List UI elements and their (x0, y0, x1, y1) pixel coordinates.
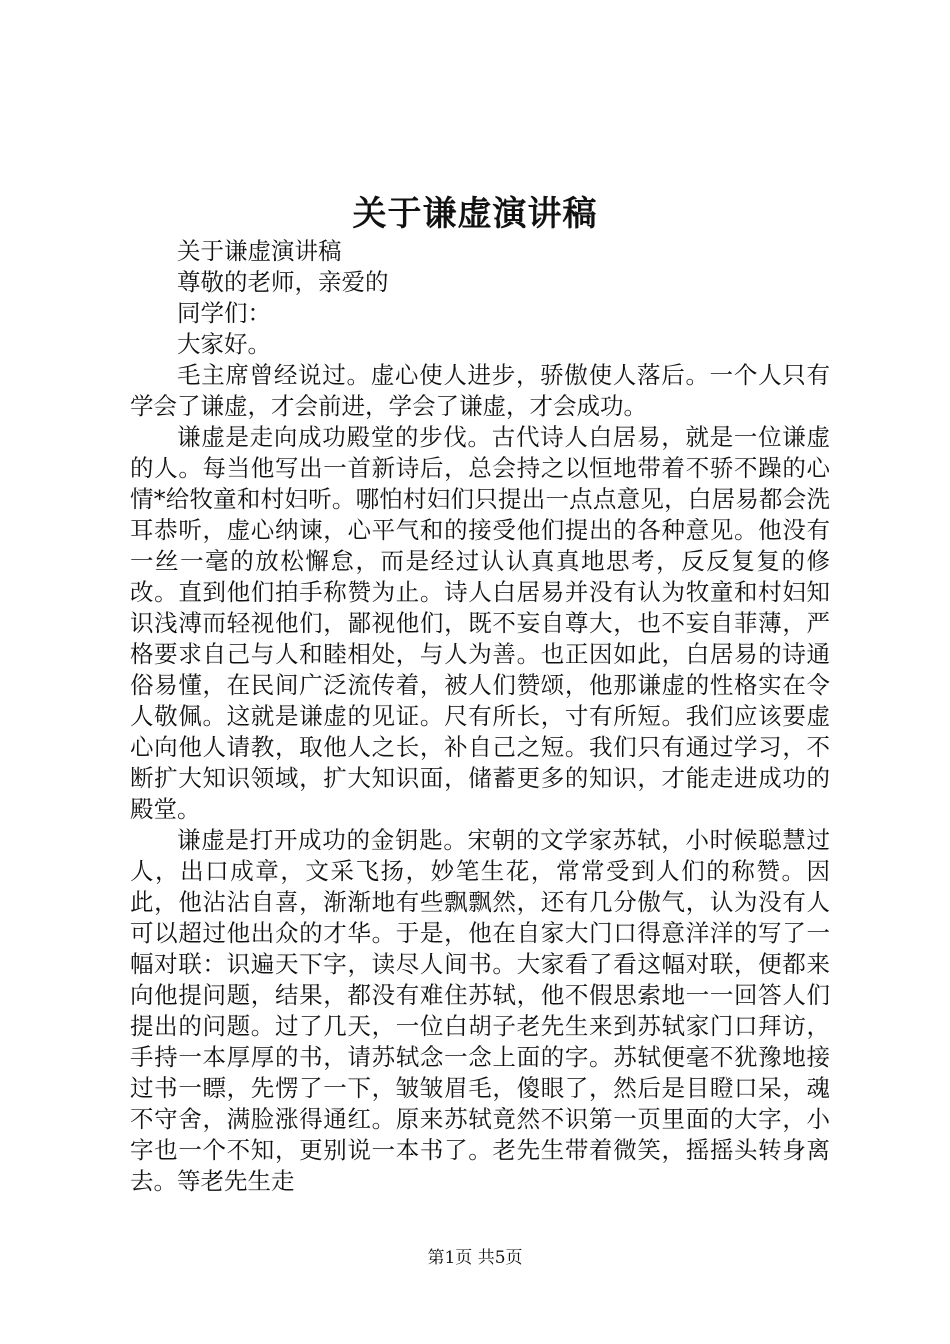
page-footer (0, 1243, 950, 1268)
paragraph: 大家好。 (177, 330, 271, 358)
paragraph: 谦虚是走向成功殿堂的步伐。古代诗人白居易，就是一位谦虚的人。每当他写出一首新诗后，总会持之以恒地带着不骄不躁的心情*给牧童和村妇听。哪怕村妇们只提出一点点意见，白居易都会洗耳恭听，虚心纳谏，心平气和的接受他们提出的各种意见。他没有一丝一毫的放松懈怠，而是经过认认真真地思考，反反复复的修改。直到他们拍手称赞为止。诗人白居易并没有认为牧童和村妇知识浅溥而轻视他们，鄙视他们，既不妄自尊大，也不妄自菲薄，严格要求自己与人和睦相处，与人为善。也正因如此，白居易的诗通俗易懂，在民间广泛流传着，被人们赞颂，他那谦虚的性格实在令人敬佩。这就是谦虚的见证。尺有所长，寸有所短。我们应该要虚心向他人请教，取他人之长，补自己之短。我们只有通过学习，不断扩大知识领域，扩大知识面，储蓄更多的知识，才能走进成功的殿堂。 (130, 423, 830, 823)
paragraph: 毛主席曾经说过。虚心使人进步，骄傲使人落后。一个人只有学会了谦虚，才会前进，学会了谦虚，才会成功。 (130, 361, 830, 420)
paragraph: 尊敬的老师，亲爱的 (177, 268, 389, 296)
paragraph: 谦虚是打开成功的金钥匙。宋朝的文学家苏轼，小时候聪慧过人，出口成章，文采飞扬，妙笔生花，常常受到人们的称赞。因此，他沾沾自喜，渐渐地有些飘飘然，还有几分傲气，认为没有人可以超过他出众的才华。于是，他在自家大门口得意洋洋的写了一幅对联：识遍天下字，读尽人间书。大家看了看这幅对联，便都来向他提问题，结果，都没有难住苏轼，他不假思索地一一回答人们提出的问题。过了几天，一位白胡子老先生来到苏轼家门口拜访，手持一本厚厚的书，请苏轼念一念上面的字。苏轼便毫不犹豫地接过书一瞟，先愣了一下，皱皱眉毛，傻眼了，然后是目瞪口呆，魂不守舍，满脸涨得通红。原来苏轼竟然不识第一页里面的大字，小字也一个不知，更别说一本书了。老先生带着微笑，摇摇头转身离去。等老先生走 (130, 826, 830, 1195)
document-body (130, 236, 830, 1197)
document-title: 关于谦虚演讲稿 (352, 194, 598, 234)
paragraph: 关于谦虚演讲稿 (177, 237, 342, 265)
page-number: 第1页 (427, 1248, 473, 1268)
page-total: 共5页 (477, 1248, 523, 1268)
paragraph: 同学们： (177, 299, 271, 327)
